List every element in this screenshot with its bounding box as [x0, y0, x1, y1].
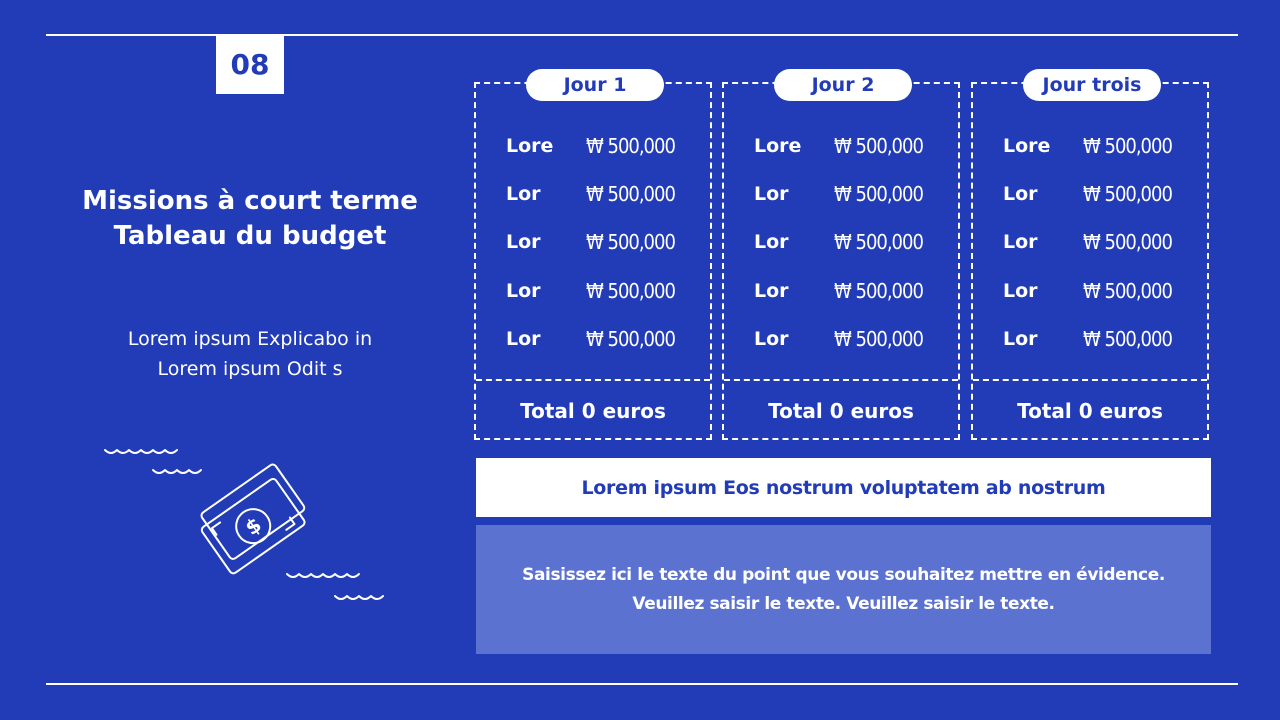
day-1-card: [474, 74, 712, 440]
row-amount: ₩ 500,000: [834, 327, 923, 351]
row-amount: ₩ 500,000: [834, 134, 923, 158]
page-number: 08: [230, 48, 270, 81]
budget-row: [754, 180, 954, 208]
highlight-box: [476, 525, 1211, 654]
day-3-label: Jour trois: [1023, 69, 1161, 101]
wave-icon: [287, 574, 359, 577]
svg-text:$: $: [240, 512, 266, 540]
row-amount: ₩ 500,000: [834, 230, 923, 254]
budget-row: [506, 180, 706, 208]
budget-row: [1003, 228, 1203, 256]
wave-icon: [335, 596, 383, 599]
slide-subtitle: [60, 324, 440, 384]
budget-row: [754, 277, 954, 305]
row-label: Lor: [506, 328, 541, 350]
day-1-total: Total 0 euros: [520, 398, 666, 423]
row-amount: ₩ 500,000: [586, 134, 675, 158]
row-label: Lor: [1003, 328, 1038, 350]
row-label: Lor: [506, 280, 541, 302]
budget-row: [1003, 277, 1203, 305]
row-label: Lor: [754, 183, 789, 205]
budget-row: [1003, 132, 1203, 160]
money-illustration: [95, 440, 395, 610]
budget-row: [1003, 325, 1203, 353]
bottom-divider: [46, 683, 1238, 685]
page-number-badge: [216, 35, 284, 94]
row-amount: ₩ 500,000: [1083, 230, 1172, 254]
day-1-label: Jour 1: [526, 69, 664, 101]
budget-row: [754, 228, 954, 256]
row-label: Lor: [506, 183, 541, 205]
budget-row: [1003, 180, 1203, 208]
row-label: Lor: [754, 328, 789, 350]
title-line-1: Missions à court terme: [82, 186, 418, 216]
row-amount: ₩ 500,000: [834, 279, 923, 303]
day-2-label: Jour 2: [774, 69, 912, 101]
row-amount: ₩ 500,000: [586, 327, 675, 351]
subtitle-line-2: Lorem ipsum Odit s: [157, 358, 343, 380]
row-amount: ₩ 500,000: [1083, 134, 1172, 158]
summary-banner: [476, 458, 1211, 517]
budget-row: [754, 325, 954, 353]
row-label: Lore: [506, 135, 554, 157]
row-label: Lor: [1003, 231, 1038, 253]
row-amount: ₩ 500,000: [834, 182, 923, 206]
highlight-line-2: Veuillez saisir le texte. Veuillez saisir le texte.: [632, 593, 1055, 614]
budget-row: [506, 325, 706, 353]
row-amount: ₩ 500,000: [1083, 182, 1172, 206]
wave-icon: [153, 470, 201, 473]
row-amount: ₩ 500,000: [586, 182, 675, 206]
row-label: Lor: [1003, 183, 1038, 205]
row-amount: ₩ 500,000: [586, 279, 675, 303]
day-2-card: [722, 74, 960, 440]
wave-icon: [105, 450, 177, 453]
day-2-total: Total 0 euros: [768, 398, 914, 423]
row-amount: ₩ 500,000: [1083, 279, 1172, 303]
subtitle-line-1: Lorem ipsum Explicabo in: [127, 328, 373, 350]
highlight-line-1: Saisissez ici le texte du point que vous souhaitez mettre en évidence.: [522, 564, 1165, 585]
budget-row: [506, 277, 706, 305]
money-bill-dollar-icon: [193, 463, 312, 575]
slide-title: [60, 184, 440, 254]
day-3-card: [971, 74, 1209, 440]
row-label: Lor: [754, 280, 789, 302]
row-amount: ₩ 500,000: [1083, 327, 1172, 351]
budget-row: [506, 132, 706, 160]
banner-text: Lorem ipsum Eos nostrum voluptatem ab nostrum: [581, 476, 1106, 499]
row-label: Lor: [506, 231, 541, 253]
row-label: Lor: [1003, 280, 1038, 302]
row-amount: ₩ 500,000: [586, 230, 675, 254]
row-label: Lore: [754, 135, 802, 157]
budget-row: [506, 228, 706, 256]
budget-row: [754, 132, 954, 160]
row-label: Lor: [754, 231, 789, 253]
day-3-total: Total 0 euros: [1017, 398, 1163, 423]
row-label: Lore: [1003, 135, 1051, 157]
title-line-2: Tableau du budget: [113, 221, 387, 251]
